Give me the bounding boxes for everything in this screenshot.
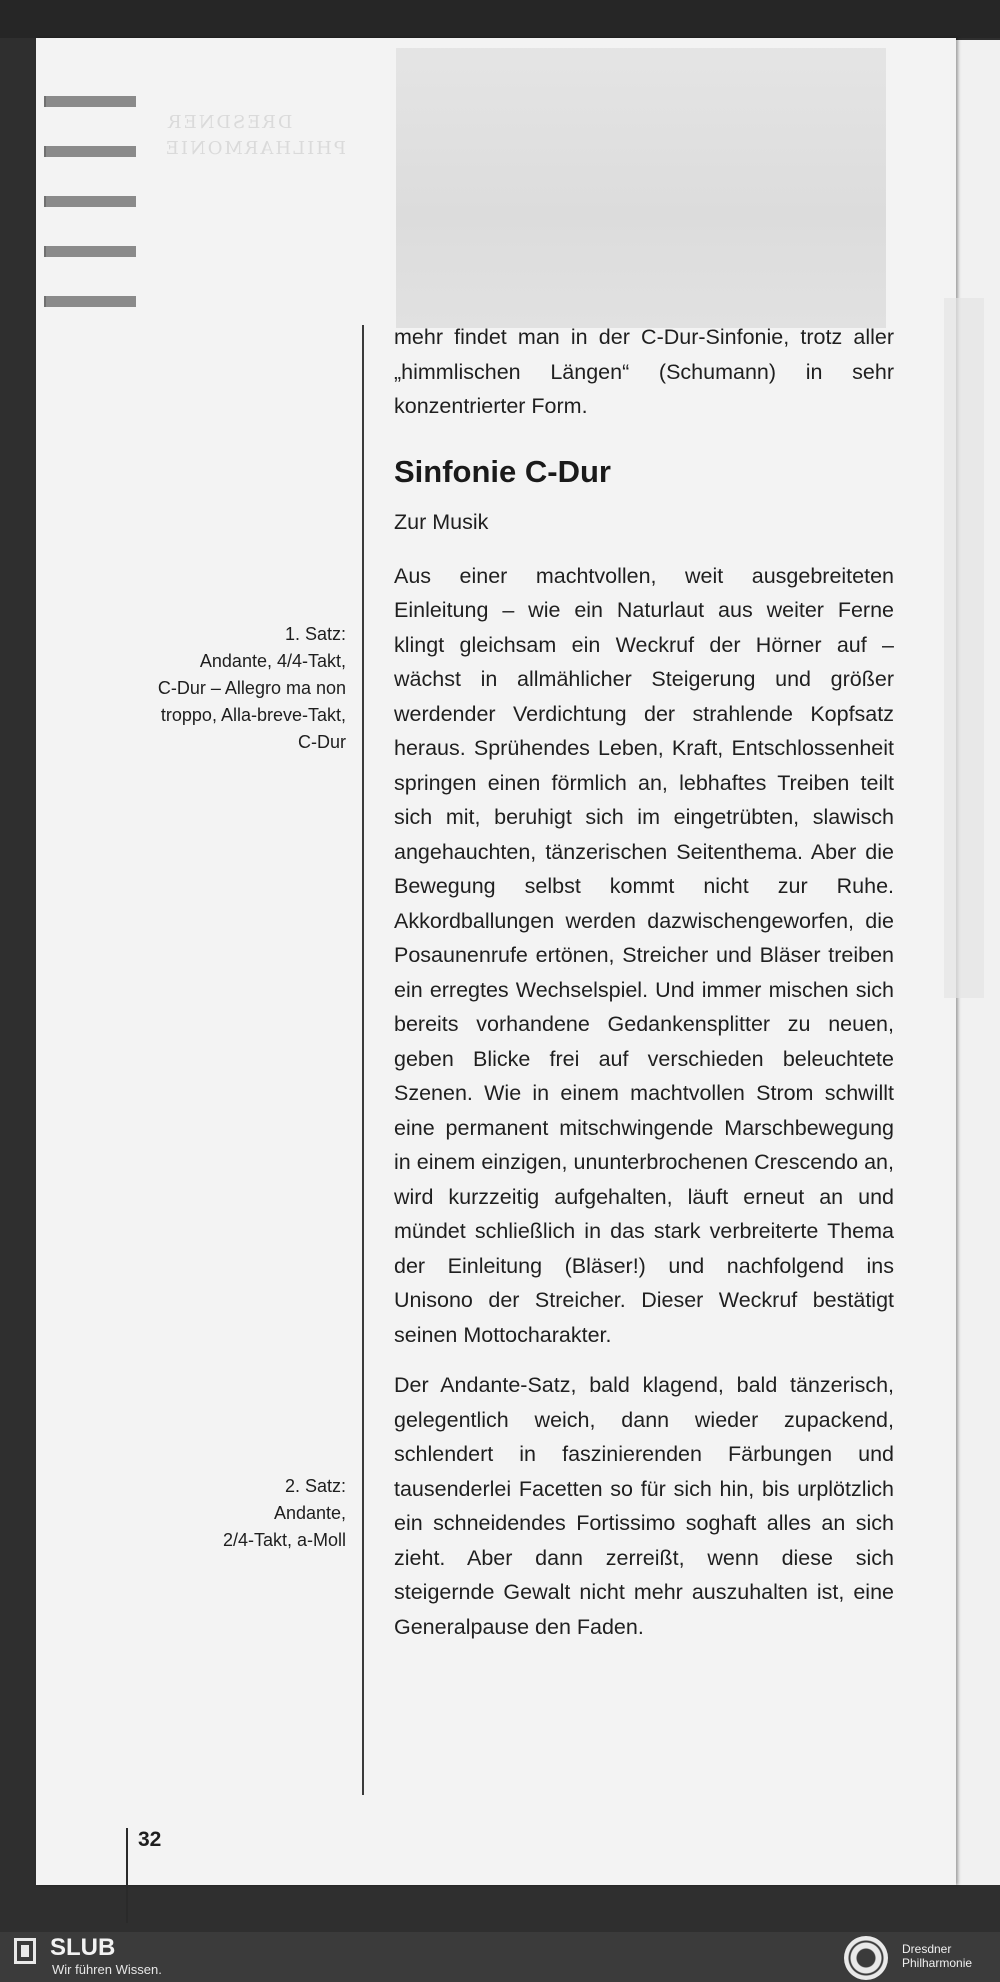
margin-note-line: C-Dur – Allegro ma non: [157, 678, 346, 698]
column-divider: [362, 325, 364, 1795]
scan-top-border: [0, 0, 1000, 38]
margin-note-line: troppo, Alla-breve-Takt,: [160, 705, 346, 725]
slub-logo-icon: [14, 1938, 36, 1964]
footer-bar: [0, 1932, 1000, 1982]
registration-bar: [44, 146, 136, 157]
page-number: 32: [138, 1828, 162, 1851]
edge-registration-marks: [44, 96, 136, 346]
philharmonie-line-1: Dresdner: [902, 1942, 952, 1956]
page-number-rule: [126, 1828, 128, 1923]
show-through-shadow: [944, 298, 984, 998]
body-paragraph-2: Der Andante-Satz, bald klagend, bald tänzerisch, gelegentlich weich, dann wieder zupackend, schlendert in faszinierenden Färbungen und tausenderlei Facetten so für sich hin, bis urplötzlich ein schneidendes Fortissimo soghaft alles an sich zieht. Aber dann zerreißt, wenn diese sich steigernde Gewalt nicht mehr auszuhalten ist, eine Generalpause den Faden.: [394, 1373, 894, 1639]
margin-note-line: 2. Satz:: [284, 1476, 346, 1496]
margin-note-line: C-Dur: [298, 732, 346, 752]
registration-bar: [44, 246, 136, 257]
scanned-page: [36, 38, 956, 1885]
margin-note-movement-2: [126, 1473, 346, 1554]
slub-tagline: Wir führen Wissen.: [52, 1962, 162, 1977]
margin-note-line: 2/4-Takt, a-Moll: [222, 1530, 346, 1550]
main-text-column: [394, 320, 894, 1656]
show-through-logo: DRESDNER PHILHARMONIE: [163, 112, 346, 159]
margin-note-line: Andante,: [273, 1503, 346, 1523]
show-through-photo: [396, 48, 886, 328]
philharmonie-name: [902, 1942, 972, 1970]
philharmonie-logo-icon: [844, 1936, 888, 1980]
margin-note-line: Andante, 4/4-Takt,: [199, 651, 346, 671]
slub-name: SLUB: [50, 1934, 116, 1961]
registration-bar: [44, 296, 136, 307]
margin-note-movement-1: [126, 621, 346, 756]
philharmonie-line-2: Philharmonie: [902, 1956, 973, 1970]
intro-paragraph: mehr findet man in der C-Dur-Sinfonie, trotz aller „himmlischen Längen“ (Schumann) in sehr konzentrierter Form.: [394, 325, 894, 418]
registration-bar: [44, 96, 136, 107]
section-heading: Sinfonie C-Dur: [394, 453, 611, 489]
margin-note-line: 1. Satz:: [284, 624, 346, 644]
registration-bar: [44, 196, 136, 207]
section-subheading: Zur Musik: [394, 509, 489, 534]
body-paragraph-1: Aus einer machtvollen, weit ausgebreiteten Einleitung – wie ein Naturlaut aus weiter Ferne klingt gleichsam ein Weckruf der Hörner auf – wächst in allmählicher Steigerung und größer werdender Verdichtung der strahlende Kopfsatz heraus. Sprühendes Leben, Kraft, Entschlossenheit springen einen förmlich an, lebhaftes Treiben teilt sich mit, beruhigt sich im eingetrübten, slawisch angehauchten, tänzerischen Seitenthema. Aber die Bewegung selbst kommt nicht zur Ruhe. Akkordballungen werden dazwischengeworfen, die Posaunenrufe ertönen, Streicher und Bläser treiben ein erregtes Wechselspiel. Und immer mischen sich bereits vorhandene Gedankensplitter zu neuen, geben Blicke frei auf verschieden beleuchtete Szenen. Wie in einem machtvollen Strom schwillt eine permanent mitschwingende Marschbewegung in einem einzigen, ununterbrochenen Crescendo an, wird kurzzeitig aufgehalten, läuft erneut an und mündet schließlich in das stark verbreiterte Thema der Einleitung (Bläser!) und nachfolgend ins Unisono der Streicher. Dieser Weckruf bestätigt seinen Mottocharakter.: [394, 563, 894, 1347]
